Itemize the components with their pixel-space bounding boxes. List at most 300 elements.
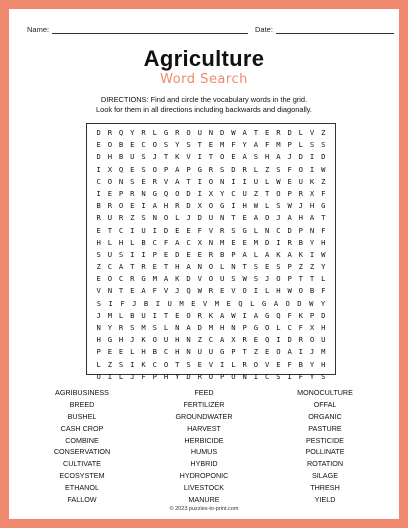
grid-letter[interactable]: Q — [264, 335, 270, 345]
grid-letter[interactable]: Z — [264, 164, 270, 174]
grid-letter[interactable]: E — [191, 298, 196, 308]
grid-letter[interactable]: I — [197, 152, 202, 162]
grid-letter[interactable]: P — [298, 225, 303, 235]
grid-letter[interactable]: E — [264, 128, 270, 137]
grid-letter[interactable]: U — [321, 335, 326, 345]
grid-letter[interactable]: R — [298, 188, 303, 198]
grid-letter[interactable]: Y — [242, 140, 247, 150]
grid-letter[interactable]: T — [298, 274, 303, 284]
grid-letter[interactable]: R — [220, 225, 225, 235]
grid-letter[interactable]: R — [242, 164, 247, 174]
grid-letter[interactable]: H — [175, 347, 180, 357]
grid-letter[interactable]: O — [264, 213, 270, 223]
grid-letter[interactable]: E — [231, 237, 236, 247]
grid-letter[interactable]: H — [298, 213, 303, 223]
grid-letter[interactable]: O — [152, 164, 157, 174]
grid-letter[interactable]: G — [253, 323, 259, 332]
grid-letter[interactable]: P — [186, 164, 191, 174]
grid-letter[interactable]: O — [175, 188, 180, 198]
grid-letter[interactable]: L — [253, 164, 259, 174]
grid-letter[interactable]: U — [253, 176, 259, 186]
grid-letter[interactable]: I — [309, 249, 315, 259]
grid-letter[interactable]: I — [141, 201, 146, 211]
grid-letter[interactable]: O — [208, 371, 214, 381]
grid-letter[interactable]: T — [163, 152, 169, 162]
grid-letter[interactable]: H — [175, 335, 180, 345]
grid-letter[interactable]: O — [298, 164, 303, 174]
grid-letter[interactable]: J — [186, 213, 191, 223]
grid-letter[interactable]: T — [253, 128, 259, 137]
grid-letter[interactable]: W — [287, 286, 292, 296]
grid-letter[interactable]: G — [242, 225, 247, 235]
grid-letter[interactable]: S — [253, 262, 259, 272]
grid-letter[interactable]: G — [107, 335, 113, 345]
grid-letter[interactable]: V — [202, 298, 208, 308]
grid-letter[interactable]: O — [253, 359, 259, 369]
grid-letter[interactable]: M — [276, 140, 281, 150]
grid-letter[interactable]: I — [309, 164, 315, 174]
grid-letter[interactable]: Z — [321, 128, 326, 137]
grid-letter[interactable]: D — [186, 371, 191, 381]
grid-letter[interactable]: W — [321, 164, 326, 174]
grid-letter[interactable]: V — [264, 359, 270, 369]
grid-letter[interactable]: G — [141, 274, 146, 284]
grid-letter[interactable]: M — [208, 323, 214, 332]
grid-letter[interactable]: U — [141, 225, 146, 235]
grid-letter[interactable]: H — [264, 152, 270, 162]
grid-letter[interactable]: B — [298, 237, 303, 247]
grid-letter[interactable]: L — [264, 201, 270, 211]
grid-letter[interactable]: V — [208, 225, 214, 235]
grid-letter[interactable]: L — [130, 237, 135, 247]
grid-letter[interactable]: Q — [186, 286, 191, 296]
grid-letter[interactable]: K — [298, 310, 303, 320]
grid-letter[interactable]: R — [208, 286, 214, 296]
grid-letter[interactable]: E — [264, 347, 270, 357]
grid-letter[interactable]: U — [197, 347, 202, 357]
grid-letter[interactable]: J — [130, 371, 135, 381]
grid-letter[interactable]: P — [287, 188, 292, 198]
grid-letter[interactable]: M — [107, 310, 113, 320]
grid-letter[interactable]: Q — [276, 310, 281, 320]
grid-letter[interactable]: S — [276, 164, 281, 174]
grid-letter[interactable]: B — [96, 201, 101, 211]
grid-letter[interactable]: I — [197, 176, 202, 186]
grid-letter[interactable]: S — [141, 152, 146, 162]
grid-letter[interactable]: G — [152, 188, 157, 198]
grid-letter[interactable]: A — [287, 249, 292, 259]
grid-letter[interactable]: N — [141, 188, 146, 198]
grid-letter[interactable]: Y — [175, 371, 180, 381]
grid-letter[interactable]: S — [186, 140, 191, 150]
grid-letter[interactable]: E — [226, 298, 231, 308]
grid-letter[interactable]: I — [197, 188, 202, 198]
grid-letter[interactable]: Q — [118, 164, 124, 174]
grid-letter[interactable]: A — [264, 249, 270, 259]
grid-letter[interactable]: E — [96, 274, 101, 284]
grid-letter[interactable]: J — [130, 335, 135, 345]
grid-letter[interactable]: H — [321, 323, 326, 332]
grid-letter[interactable]: U — [208, 347, 214, 357]
grid-letter[interactable]: E — [96, 225, 101, 235]
grid-letter[interactable]: I — [309, 152, 315, 162]
grid-letter[interactable]: G — [163, 128, 169, 137]
grid-letter[interactable]: O — [163, 213, 169, 223]
grid-letter[interactable]: H — [118, 237, 124, 247]
grid-letter[interactable]: L — [175, 213, 180, 223]
grid-letter[interactable]: N — [96, 323, 101, 332]
grid-letter[interactable]: I — [107, 371, 113, 381]
grid-letter[interactable]: E — [118, 347, 124, 357]
grid-letter[interactable]: L — [118, 371, 124, 381]
grid-letter[interactable]: L — [118, 310, 124, 320]
grid-letter[interactable]: B — [298, 359, 303, 369]
grid-letter[interactable]: R — [152, 176, 157, 186]
grid-letter[interactable]: A — [276, 152, 281, 162]
grid-letter[interactable]: K — [175, 152, 180, 162]
grid-letter[interactable]: A — [287, 347, 292, 357]
grid-letter[interactable]: S — [309, 140, 315, 150]
grid-letter[interactable]: A — [186, 323, 191, 332]
grid-letter[interactable]: X — [197, 237, 202, 247]
grid-letter[interactable]: H — [220, 323, 225, 332]
grid-letter[interactable]: N — [118, 176, 124, 186]
grid-letter[interactable]: N — [264, 225, 270, 235]
grid-letter[interactable]: F — [298, 323, 303, 332]
grid-letter[interactable]: C — [231, 188, 236, 198]
grid-letter[interactable]: L — [298, 140, 303, 150]
grid-letter[interactable]: J — [132, 298, 137, 308]
grid-letter[interactable]: U — [208, 213, 214, 223]
grid-letter[interactable]: T — [242, 262, 247, 272]
grid-letter[interactable]: O — [208, 274, 214, 284]
grid-letter[interactable]: G — [220, 347, 225, 357]
grid-letter[interactable]: U — [107, 249, 113, 259]
grid-letter[interactable]: P — [118, 188, 124, 198]
grid-letter[interactable]: R — [96, 213, 101, 223]
grid-letter[interactable]: A — [287, 213, 292, 223]
grid-letter[interactable]: D — [96, 128, 101, 137]
grid-letter[interactable]: R — [175, 128, 180, 137]
grid-letter[interactable]: S — [253, 274, 259, 284]
grid-letter[interactable]: O — [285, 298, 290, 308]
grid-letter[interactable]: I — [287, 371, 292, 381]
grid-letter[interactable]: M — [214, 298, 220, 308]
grid-letter[interactable]: D — [220, 128, 225, 137]
grid-letter[interactable]: J — [152, 152, 157, 162]
grid-letter[interactable]: I — [96, 188, 101, 198]
grid-letter[interactable]: R — [208, 249, 214, 259]
grid-letter[interactable]: D — [231, 164, 236, 174]
grid-letter[interactable]: L — [163, 323, 169, 332]
grid-letter[interactable]: L — [253, 249, 259, 259]
grid-letter[interactable]: S — [163, 140, 169, 150]
grid-letter[interactable]: J — [276, 213, 281, 223]
grid-letter[interactable]: O — [208, 176, 214, 186]
grid-letter[interactable]: O — [152, 140, 157, 150]
grid-letter[interactable]: C — [118, 225, 124, 235]
grid-letter[interactable]: S — [276, 201, 281, 211]
grid-letter[interactable]: E — [175, 225, 180, 235]
grid-letter[interactable]: O — [107, 274, 113, 284]
grid-letter[interactable]: D — [186, 188, 191, 198]
grid-letter[interactable]: Y — [107, 323, 113, 332]
grid-letter[interactable]: C — [287, 323, 292, 332]
grid-letter[interactable]: G — [321, 201, 326, 211]
grid-letter[interactable]: W — [309, 298, 314, 308]
grid-letter[interactable]: W — [231, 128, 236, 137]
grid-letter[interactable]: T — [242, 347, 247, 357]
grid-letter[interactable]: O — [163, 359, 169, 369]
grid-letter[interactable]: G — [220, 201, 225, 211]
grid-letter[interactable]: S — [141, 213, 146, 223]
grid-letter[interactable]: F — [287, 310, 292, 320]
grid-letter[interactable]: A — [175, 237, 180, 247]
grid-letter[interactable]: H — [242, 201, 247, 211]
grid-letter[interactable]: A — [242, 249, 247, 259]
grid-letter[interactable]: O — [208, 262, 214, 272]
grid-letter[interactable]: E — [253, 335, 259, 345]
grid-letter[interactable]: E — [186, 225, 191, 235]
grid-letter[interactable]: N — [220, 176, 225, 186]
grid-letter[interactable]: D — [287, 128, 292, 137]
grid-letter[interactable]: Z — [309, 262, 315, 272]
grid-letter[interactable]: P — [231, 249, 236, 259]
grid-letter[interactable]: I — [276, 335, 281, 345]
grid-letter[interactable]: C — [163, 347, 169, 357]
grid-letter[interactable]: S — [321, 140, 326, 150]
grid-letter[interactable]: T — [186, 176, 191, 186]
grid-letter[interactable]: F — [298, 371, 303, 381]
grid-letter[interactable]: D — [264, 237, 270, 247]
grid-letter[interactable]: N — [186, 335, 191, 345]
grid-letter[interactable]: I — [155, 298, 161, 308]
grid-letter[interactable]: J — [264, 274, 270, 284]
grid-letter[interactable]: D — [297, 298, 302, 308]
grid-letter[interactable]: N — [186, 347, 191, 357]
grid-letter[interactable]: Z — [197, 335, 202, 345]
grid-letter[interactable]: I — [220, 359, 225, 369]
grid-letter[interactable]: S — [220, 164, 225, 174]
grid-letter[interactable]: Y — [309, 237, 315, 247]
grid-letter[interactable]: H — [141, 347, 146, 357]
grid-letter[interactable]: H — [118, 335, 124, 345]
grid-letter[interactable]: A — [273, 298, 279, 308]
grid-letter[interactable]: D — [175, 249, 180, 259]
grid-letter[interactable]: D — [96, 152, 101, 162]
grid-letter[interactable]: N — [197, 262, 202, 272]
grid-letter[interactable]: R — [107, 201, 113, 211]
grid-letter[interactable]: W — [242, 274, 247, 284]
grid-letter[interactable]: I — [242, 176, 247, 186]
grid-letter[interactable]: D — [287, 335, 292, 345]
grid-letter[interactable]: P — [163, 164, 169, 174]
grid-letter[interactable]: E — [197, 359, 202, 369]
grid-letter[interactable]: F — [231, 140, 236, 150]
grid-letter[interactable]: K — [141, 359, 146, 369]
grid-letter[interactable]: P — [96, 347, 101, 357]
grid-letter[interactable]: A — [253, 310, 259, 320]
grid-letter[interactable]: L — [276, 323, 281, 332]
grid-letter[interactable]: K — [208, 310, 214, 320]
grid-letter[interactable]: F — [120, 298, 125, 308]
grid-letter[interactable]: F — [141, 371, 146, 381]
grid-letter[interactable]: R — [141, 262, 146, 272]
grid-letter[interactable]: F — [321, 188, 326, 198]
grid-letter[interactable]: G — [261, 298, 267, 308]
grid-letter[interactable]: H — [321, 359, 326, 369]
grid-letter[interactable]: L — [96, 359, 101, 369]
grid-letter[interactable]: D — [298, 152, 303, 162]
grid-letter[interactable]: H — [276, 286, 281, 296]
grid-letter[interactable]: R — [118, 213, 124, 223]
grid-letter[interactable]: E — [130, 201, 135, 211]
grid-letter[interactable]: X — [309, 323, 315, 332]
grid-letter[interactable]: D — [197, 213, 202, 223]
grid-letter[interactable]: N — [208, 128, 214, 137]
grid-letter[interactable]: A — [242, 152, 247, 162]
grid-letter[interactable]: X — [107, 164, 113, 174]
grid-letter[interactable]: W — [287, 201, 292, 211]
grid-letter[interactable]: B — [130, 310, 135, 320]
grid-letter[interactable]: E — [242, 213, 247, 223]
grid-letter[interactable]: B — [118, 152, 124, 162]
grid-letter[interactable]: A — [152, 201, 157, 211]
grid-letter[interactable]: R — [107, 128, 113, 137]
grid-letter[interactable]: N — [152, 213, 157, 223]
grid-letter[interactable]: D — [186, 201, 191, 211]
grid-letter[interactable]: I — [253, 371, 259, 381]
grid-letter[interactable]: N — [309, 225, 315, 235]
grid-letter[interactable]: Z — [130, 213, 135, 223]
grid-letter[interactable]: S — [118, 249, 124, 259]
grid-letter[interactable]: M — [179, 298, 184, 308]
grid-letter[interactable]: D — [163, 225, 169, 235]
grid-letter[interactable]: L — [253, 225, 259, 235]
grid-letter[interactable]: R — [130, 188, 135, 198]
grid-letter[interactable]: T — [208, 152, 214, 162]
grid-letter[interactable]: K — [309, 176, 315, 186]
grid-letter[interactable]: F — [197, 225, 202, 235]
grid-letter[interactable]: S — [231, 274, 236, 284]
grid-letter[interactable]: O — [118, 201, 124, 211]
grid-letter[interactable]: N — [208, 237, 214, 247]
grid-letter[interactable]: L — [107, 237, 113, 247]
grid-letter[interactable]: L — [264, 286, 270, 296]
grid-letter[interactable]: R — [141, 128, 146, 137]
grid-letter[interactable]: S — [96, 249, 101, 259]
grid-letter[interactable]: F — [163, 237, 169, 247]
grid-letter[interactable]: O — [298, 286, 303, 296]
grid-letter[interactable]: T — [118, 286, 124, 296]
grid-letter[interactable]: H — [163, 201, 169, 211]
grid-letter[interactable]: C — [264, 371, 270, 381]
grid-letter[interactable]: E — [107, 188, 113, 198]
grid-letter[interactable]: Y — [130, 128, 135, 137]
grid-letter[interactable]: T — [163, 262, 169, 272]
grid-letter[interactable]: S — [96, 298, 102, 308]
grid-letter[interactable]: K — [276, 249, 281, 259]
grid-letter[interactable]: E — [264, 262, 270, 272]
grid-letter[interactable]: S — [186, 359, 191, 369]
grid-letter[interactable]: R — [242, 359, 247, 369]
grid-letter[interactable]: Y — [175, 140, 180, 150]
grid-letter[interactable]: I — [130, 225, 135, 235]
grid-letter[interactable]: I — [130, 359, 135, 369]
grid-letter[interactable]: E — [276, 359, 281, 369]
grid-letter[interactable]: Y — [309, 359, 315, 369]
grid-letter[interactable]: X — [197, 201, 202, 211]
grid-letter[interactable]: K — [141, 335, 146, 345]
grid-letter[interactable]: A — [253, 213, 259, 223]
grid-letter[interactable]: T — [163, 310, 169, 320]
grid-letter[interactable]: R — [130, 274, 135, 284]
grid-letter[interactable]: O — [152, 335, 157, 345]
grid-letter[interactable]: B — [143, 298, 149, 308]
grid-letter[interactable]: V — [96, 286, 101, 296]
grid-letter[interactable]: Y — [321, 262, 326, 272]
grid-letter[interactable]: D — [186, 274, 191, 284]
grid-letter[interactable]: R — [287, 237, 292, 247]
grid-letter[interactable]: P — [242, 323, 247, 332]
grid-letter[interactable]: P — [287, 140, 292, 150]
grid-letter[interactable]: F — [152, 286, 157, 296]
grid-letter[interactable]: S — [253, 152, 259, 162]
grid-letter[interactable]: U — [298, 176, 303, 186]
grid-letter[interactable]: O — [186, 128, 191, 137]
grid-letter[interactable]: N — [107, 286, 113, 296]
grid-letter[interactable]: W — [253, 201, 259, 211]
grid-letter[interactable]: A — [118, 262, 124, 272]
grid-letter[interactable]: T — [264, 188, 270, 198]
grid-letter[interactable]: B — [141, 237, 146, 247]
grid-letter[interactable]: R — [276, 128, 281, 137]
grid-letter[interactable]: M — [253, 237, 259, 247]
grid-letter[interactable]: I — [96, 164, 101, 174]
grid-letter[interactable]: E — [242, 237, 247, 247]
grid-letter[interactable]: I — [231, 176, 236, 186]
grid-letter[interactable]: E — [130, 164, 135, 174]
grid-letter[interactable]: L — [298, 128, 303, 137]
grid-letter[interactable]: A — [220, 335, 225, 345]
grid-letter[interactable]: M — [220, 237, 225, 247]
grid-letter[interactable]: Z — [253, 188, 259, 198]
grid-letter[interactable]: G — [197, 164, 202, 174]
grid-letter[interactable]: S — [276, 262, 281, 272]
grid-letter[interactable]: C — [276, 225, 281, 235]
grid-letter[interactable]: O — [309, 335, 315, 345]
grid-letter[interactable]: C — [208, 335, 214, 345]
grid-letter[interactable]: M — [220, 140, 225, 150]
grid-letter[interactable]: P — [231, 347, 236, 357]
grid-letter[interactable]: H — [96, 335, 101, 345]
grid-letter[interactable]: O — [231, 371, 236, 381]
grid-letter[interactable]: Y — [320, 298, 326, 308]
grid-letter[interactable]: I — [152, 225, 157, 235]
grid-letter[interactable]: F — [287, 164, 292, 174]
grid-letter[interactable]: J — [298, 201, 303, 211]
grid-letter[interactable]: P — [287, 262, 292, 272]
grid-letter[interactable]: W — [321, 249, 326, 259]
grid-letter[interactable]: U — [167, 298, 172, 308]
grid-letter[interactable]: T — [130, 262, 135, 272]
grid-letter[interactable]: U — [242, 188, 247, 198]
grid-letter[interactable]: J — [96, 310, 101, 320]
grid-letter[interactable]: D — [321, 152, 326, 162]
grid-letter[interactable]: Z — [107, 359, 113, 369]
grid-letter[interactable]: O — [107, 176, 113, 186]
grid-letter[interactable]: I — [152, 310, 157, 320]
